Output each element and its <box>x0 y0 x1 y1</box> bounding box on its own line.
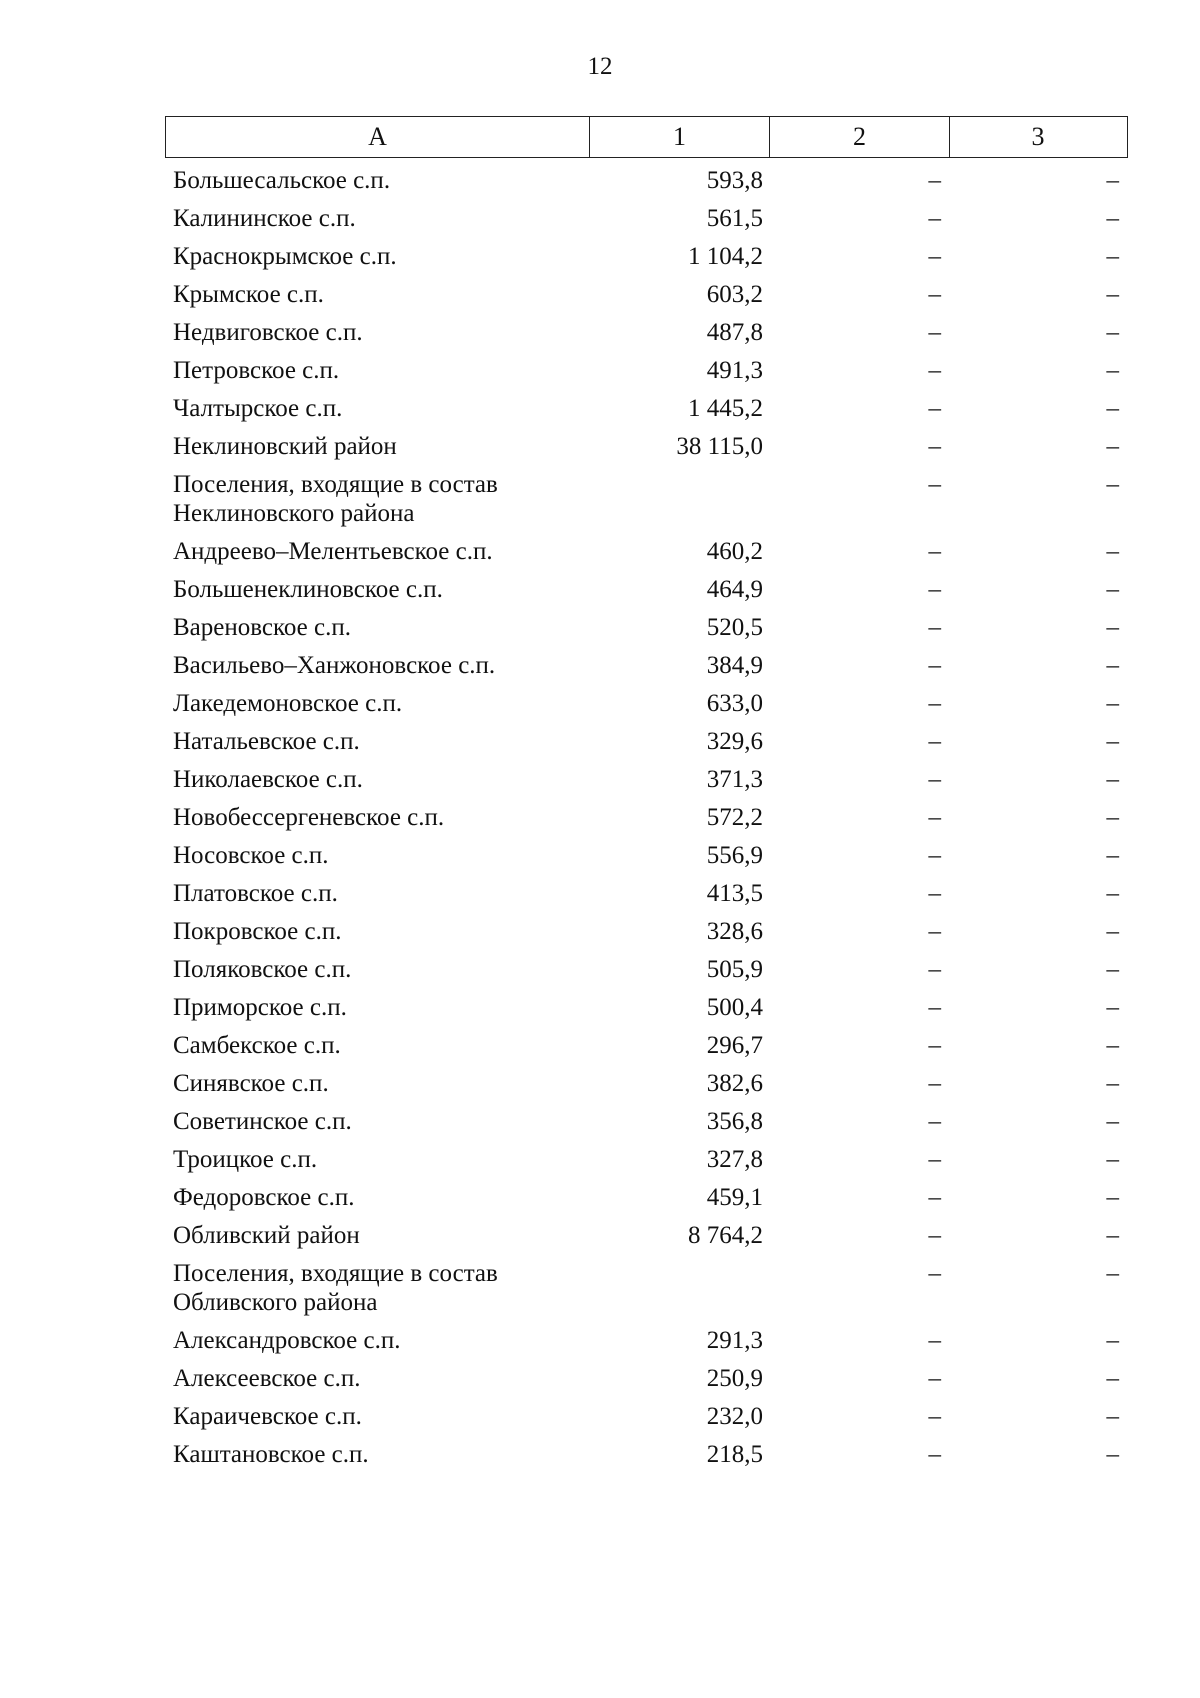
table-row <box>165 313 1128 351</box>
row-name: Троицкое с.п. <box>173 1145 318 1173</box>
row-name: Каштановское с.п. <box>173 1440 369 1468</box>
table-row <box>165 199 1128 237</box>
row-value-col-2: – <box>928 613 941 641</box>
row-value-col-2: – <box>928 1107 941 1135</box>
row-value-col-1: 371,3 <box>706 765 763 793</box>
row-value-col-2: – <box>928 955 941 983</box>
table-row <box>165 1178 1128 1216</box>
table-body <box>165 161 1128 1473</box>
row-name: Самбекское с.п. <box>173 1031 341 1059</box>
row-value-col-3: – <box>1106 318 1119 346</box>
row-value-col-2: – <box>928 1221 941 1249</box>
row-value-col-1 <box>589 1259 769 1317</box>
row-name: Новобессергеневское с.п. <box>173 803 445 831</box>
row-value-col-1: 384,9 <box>706 651 763 679</box>
row-value-col-2: – <box>928 917 941 945</box>
row-value-col-2: – <box>928 470 941 498</box>
header-col-1: 1 <box>590 117 770 157</box>
row-value-col-2: – <box>928 689 941 717</box>
row-name: Синявское с.п. <box>173 1069 329 1097</box>
row-value-col-2: – <box>928 841 941 869</box>
row-value-col-3: – <box>1106 917 1119 945</box>
row-value-col-1: 382,6 <box>706 1069 763 1097</box>
row-value-col-3: – <box>1106 1031 1119 1059</box>
row-value-col-3: – <box>1106 1259 1119 1287</box>
table-row <box>165 237 1128 275</box>
row-name: Чалтырское с.п. <box>173 394 343 422</box>
row-value-col-3: – <box>1106 280 1119 308</box>
row-value-col-2: – <box>928 1402 941 1430</box>
row-value-col-2: – <box>928 879 941 907</box>
row-value-col-3: – <box>1106 537 1119 565</box>
table-row <box>165 646 1128 684</box>
row-value-col-1: 491,3 <box>706 356 763 384</box>
row-value-col-2: – <box>928 1259 941 1287</box>
row-value-col-3: – <box>1106 1402 1119 1430</box>
row-value-col-1: 38 115,0 <box>676 432 763 460</box>
row-value-col-1: 459,1 <box>706 1183 763 1211</box>
row-name: Федоровское с.п. <box>173 1183 355 1211</box>
row-name: Лакедемоновское с.п. <box>173 689 403 717</box>
row-value-col-3: – <box>1106 689 1119 717</box>
table-row <box>165 988 1128 1026</box>
row-value-col-3: – <box>1106 242 1119 270</box>
table-row <box>165 1359 1128 1397</box>
row-name: Советинское с.п. <box>173 1107 352 1135</box>
row-value-col-3: – <box>1106 1069 1119 1097</box>
row-value-col-2: – <box>928 1183 941 1211</box>
row-name: Натальевское с.п. <box>173 727 360 755</box>
row-value-col-1: 505,9 <box>706 955 763 983</box>
row-value-col-1: 572,2 <box>706 803 763 831</box>
row-value-col-3: – <box>1106 651 1119 679</box>
row-name: Поселения, входящие в состав Неклиновского района <box>173 470 498 527</box>
table-row <box>165 1397 1128 1435</box>
row-name: Поляковское с.п. <box>173 955 352 983</box>
row-value-col-1: 327,8 <box>706 1145 763 1173</box>
row-value-col-1: 520,5 <box>706 613 763 641</box>
row-name: Николаевское с.п. <box>173 765 363 793</box>
row-value-col-3: – <box>1106 356 1119 384</box>
row-name: Караичевское с.п. <box>173 1402 362 1430</box>
row-name: Александровское с.п. <box>173 1326 401 1354</box>
page-number: 12 <box>587 53 613 80</box>
row-value-col-1: 500,4 <box>706 993 763 1021</box>
row-name: Крымское с.п. <box>173 280 324 308</box>
header-col-2: 2 <box>770 117 950 157</box>
table-row <box>165 570 1128 608</box>
row-value-col-1: 487,8 <box>706 318 763 346</box>
row-value-col-3: – <box>1106 993 1119 1021</box>
row-name: Васильево–Ханжоновское с.п. <box>173 651 496 679</box>
row-value-col-1: 8 764,2 <box>688 1221 763 1249</box>
row-value-col-3: – <box>1106 955 1119 983</box>
table-row <box>165 351 1128 389</box>
row-value-col-2: – <box>928 204 941 232</box>
row-value-col-3: – <box>1106 1364 1119 1392</box>
row-value-col-3: – <box>1106 470 1119 498</box>
row-value-col-1: 460,2 <box>706 537 763 565</box>
row-value-col-1: 556,9 <box>706 841 763 869</box>
row-value-col-2: – <box>928 537 941 565</box>
row-value-col-1: 1 445,2 <box>688 394 763 422</box>
row-value-col-2: – <box>928 727 941 755</box>
row-value-col-1: 329,6 <box>706 727 763 755</box>
table-row <box>165 1102 1128 1140</box>
row-name: Алексеевское с.п. <box>173 1364 361 1392</box>
row-name: Краснокрымское с.п. <box>173 242 397 270</box>
table-row <box>165 608 1128 646</box>
row-value-col-2: – <box>928 394 941 422</box>
row-value-col-2: – <box>928 1031 941 1059</box>
row-value-col-2: – <box>928 242 941 270</box>
table-row <box>165 275 1128 313</box>
row-value-col-2: – <box>928 575 941 603</box>
table-row <box>165 722 1128 760</box>
row-value-col-3: – <box>1106 575 1119 603</box>
table-row <box>165 161 1128 199</box>
row-name: Приморское с.п. <box>173 993 347 1021</box>
table-row <box>165 798 1128 836</box>
row-name: Большесальское с.п. <box>173 166 391 194</box>
row-value-col-3: – <box>1106 204 1119 232</box>
row-name: Поселения, входящие в состав Обливского района <box>173 1259 498 1316</box>
row-value-col-1: 328,6 <box>706 917 763 945</box>
row-value-col-3: – <box>1106 394 1119 422</box>
table-row <box>165 389 1128 427</box>
row-value-col-1: 593,8 <box>706 166 763 194</box>
row-value-col-2: – <box>928 651 941 679</box>
row-value-col-3: – <box>1106 1107 1119 1135</box>
table-row <box>165 1321 1128 1359</box>
row-name: Калининское с.п. <box>173 204 356 232</box>
row-value-col-2: – <box>928 318 941 346</box>
table-row <box>165 465 1128 532</box>
row-name: Большенеклиновское с.п. <box>173 575 443 603</box>
row-value-col-2: – <box>928 1364 941 1392</box>
table-row <box>165 1026 1128 1064</box>
row-name: Недвиговское с.п. <box>173 318 363 346</box>
row-value-col-2: – <box>928 1069 941 1097</box>
row-value-col-1: 413,5 <box>706 879 763 907</box>
table-row <box>165 427 1128 465</box>
table-row <box>165 836 1128 874</box>
row-name: Вареновское с.п. <box>173 613 352 641</box>
row-name: Петровское с.п. <box>173 356 340 384</box>
row-value-col-3: – <box>1106 879 1119 907</box>
row-value-col-2: – <box>928 280 941 308</box>
table-row <box>165 950 1128 988</box>
row-value-col-2: – <box>928 356 941 384</box>
row-value-col-1: 218,5 <box>706 1440 763 1468</box>
table-row <box>165 532 1128 570</box>
row-value-col-2: – <box>928 166 941 194</box>
header-col-a: А <box>166 117 590 157</box>
table-row <box>165 1435 1128 1473</box>
row-value-col-3: – <box>1106 841 1119 869</box>
table-row <box>165 874 1128 912</box>
row-value-col-3: – <box>1106 166 1119 194</box>
row-value-col-1: 296,7 <box>706 1031 763 1059</box>
row-value-col-1: 232,0 <box>706 1402 763 1430</box>
table-row <box>165 1254 1128 1321</box>
row-value-col-1: 291,3 <box>706 1326 763 1354</box>
row-name: Обливский район <box>173 1221 360 1249</box>
row-value-col-2: – <box>928 1440 941 1468</box>
row-value-col-2: – <box>928 803 941 831</box>
row-value-col-3: – <box>1106 613 1119 641</box>
row-value-col-3: – <box>1106 765 1119 793</box>
row-value-col-3: – <box>1106 1183 1119 1211</box>
row-value-col-1: 633,0 <box>706 689 763 717</box>
row-name: Носовское с.п. <box>173 841 329 869</box>
row-value-col-1: 356,8 <box>706 1107 763 1135</box>
row-value-col-1: 250,9 <box>706 1364 763 1392</box>
row-value-col-2: – <box>928 993 941 1021</box>
row-name: Покровское с.п. <box>173 917 342 945</box>
table-row <box>165 1064 1128 1102</box>
row-value-col-3: – <box>1106 1326 1119 1354</box>
table-row <box>165 684 1128 722</box>
row-value-col-3: – <box>1106 1221 1119 1249</box>
row-value-col-1: 1 104,2 <box>688 242 763 270</box>
row-value-col-3: – <box>1106 1145 1119 1173</box>
row-value-col-3: – <box>1106 727 1119 755</box>
row-value-col-2: – <box>928 765 941 793</box>
row-value-col-3: – <box>1106 432 1119 460</box>
row-name: Андреево–Мелентьевское с.п. <box>173 537 493 565</box>
table-row <box>165 912 1128 950</box>
row-value-col-2: – <box>928 432 941 460</box>
table-row <box>165 1140 1128 1178</box>
row-value-col-3: – <box>1106 803 1119 831</box>
row-name: Неклиновский район <box>173 432 397 460</box>
table-row <box>165 1216 1128 1254</box>
row-value-col-1: 603,2 <box>706 280 763 308</box>
row-value-col-1 <box>589 470 769 528</box>
row-value-col-3: – <box>1106 1440 1119 1468</box>
table-header <box>165 116 1128 158</box>
row-value-col-1: 464,9 <box>706 575 763 603</box>
row-value-col-1: 561,5 <box>706 204 763 232</box>
row-value-col-2: – <box>928 1326 941 1354</box>
row-name: Платовское с.п. <box>173 879 338 907</box>
row-value-col-2: – <box>928 1145 941 1173</box>
header-col-3: 3 <box>1031 122 1045 151</box>
table-row <box>165 760 1128 798</box>
